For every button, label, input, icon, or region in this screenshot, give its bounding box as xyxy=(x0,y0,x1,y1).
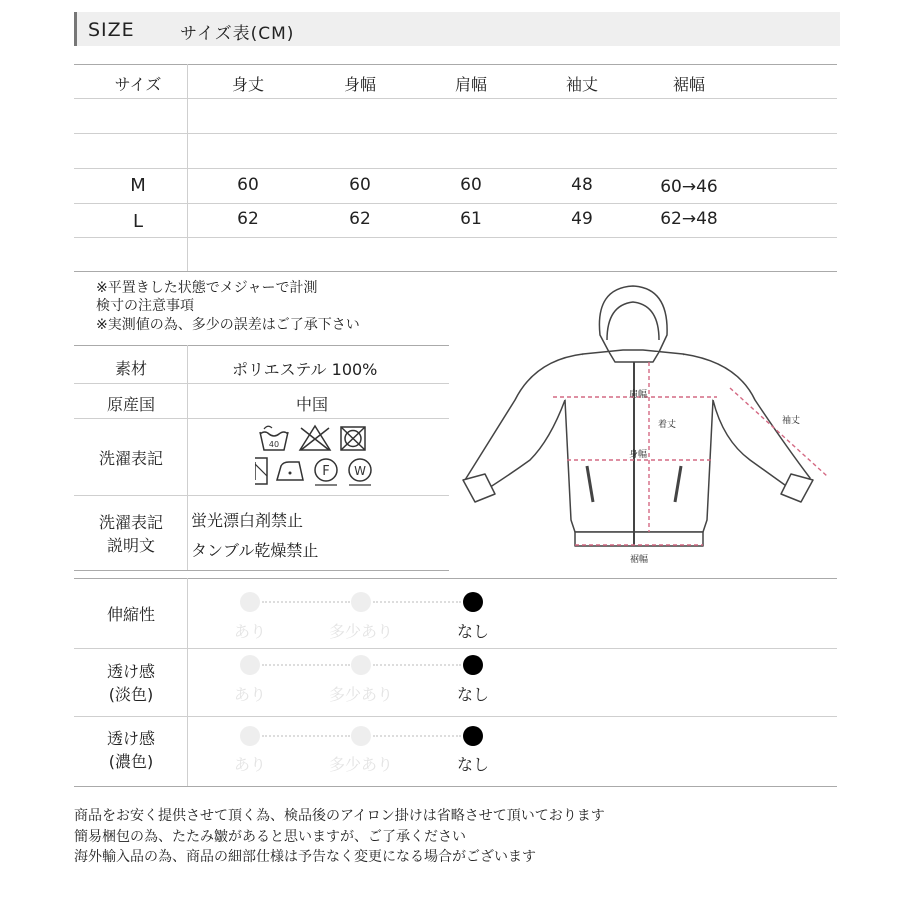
no-bleach-icon xyxy=(300,426,330,450)
table-line xyxy=(74,133,837,134)
svg-text:F: F xyxy=(322,464,330,479)
body-outline xyxy=(562,350,713,532)
scale-bottom-line xyxy=(74,786,837,787)
table-line xyxy=(74,203,837,204)
footer-note: 商品をお安く提供させて頂く為、検品後のアイロン掛けは省略させて頂いております xyxy=(74,808,605,824)
note-line: ※平置きした状態でメジャーで計測 xyxy=(96,280,318,296)
info-line xyxy=(74,418,449,419)
diagram-label-hem: 裾幅 xyxy=(629,555,649,565)
table-cell: 62 xyxy=(237,209,259,229)
stretch-label: 伸縮性 xyxy=(106,605,155,624)
iron-low-icon xyxy=(277,462,303,480)
scale-dot-selected xyxy=(463,592,483,612)
scale-dot xyxy=(240,655,260,675)
info-line xyxy=(74,383,449,384)
table-divider xyxy=(187,64,188,271)
scale-dot-selected xyxy=(463,726,483,746)
table-line xyxy=(74,237,837,238)
table-line xyxy=(74,168,837,169)
scale-dot xyxy=(240,726,260,746)
sheer-light-label: 透け感 xyxy=(106,662,155,681)
scale-option-selected: なし xyxy=(456,755,489,774)
sheer-light-sublabel: (淡色) xyxy=(108,685,154,704)
scale-dotline xyxy=(373,735,461,737)
col-header-width: 身幅 xyxy=(343,75,376,94)
row-label-l: L xyxy=(132,211,144,232)
wash-40-icon xyxy=(260,426,288,450)
care-desc-label: 説明文 xyxy=(106,536,155,555)
diagram-label-shoulder: 肩幅 xyxy=(628,390,648,400)
scale-option: 多少あり xyxy=(328,622,393,641)
care-desc: タンブル乾燥禁止 xyxy=(191,541,319,560)
col-header-hem: 裾幅 xyxy=(672,75,705,94)
no-tumble-dry-icon xyxy=(341,427,365,450)
table-bottom-line xyxy=(74,271,837,272)
sheer-dark-label: 透け感 xyxy=(106,729,155,748)
page-title: SIZE xyxy=(88,19,135,41)
table-cell: 60→46 xyxy=(660,177,718,197)
table-cell: 60 xyxy=(237,175,259,195)
scale-dotline xyxy=(373,601,461,603)
jacket-diagram xyxy=(455,280,835,570)
table-cell: 62 xyxy=(349,209,371,229)
scale-dotline xyxy=(262,664,350,666)
col-header-length: 身丈 xyxy=(231,75,264,94)
table-cell: 60 xyxy=(349,175,371,195)
material-label: 素材 xyxy=(114,359,147,378)
svg-text:W: W xyxy=(354,464,366,478)
scale-dot xyxy=(351,592,371,612)
table-top-line xyxy=(74,64,837,65)
scale-line xyxy=(74,716,837,717)
scale-dotline xyxy=(373,664,461,666)
wet-clean-w-icon xyxy=(349,459,371,485)
scale-dotline xyxy=(262,735,350,737)
scale-line xyxy=(74,648,837,649)
scale-option: あり xyxy=(233,755,266,774)
scale-option: あり xyxy=(233,685,266,704)
material-value: ポリエステル 100% xyxy=(232,360,378,379)
scale-divider xyxy=(187,578,188,786)
scale-dot xyxy=(240,592,260,612)
scale-option-selected: なし xyxy=(456,685,489,704)
diagram-label-sleeve: 袖丈 xyxy=(781,416,801,426)
scale-option-selected: なし xyxy=(456,622,489,641)
dry-clean-f-icon xyxy=(315,459,337,485)
page-subtitle: サイズ表(CM) xyxy=(180,24,295,44)
scale-option: あり xyxy=(233,622,266,641)
footer-note: 簡易梱包の為、たたみ皺があると思いますが、ご了承ください xyxy=(74,829,466,845)
info-line xyxy=(74,495,449,496)
info-divider xyxy=(187,345,188,570)
note-line: ※実測値の為、多少の誤差はご了承下さい xyxy=(96,317,360,333)
scale-dot-selected xyxy=(463,655,483,675)
col-header-sleeve: 袖丈 xyxy=(565,75,598,94)
info-line xyxy=(74,345,449,346)
table-cell: 48 xyxy=(571,175,593,195)
scale-top-line xyxy=(74,578,837,579)
origin-value: 中国 xyxy=(296,395,329,414)
col-header-shoulder: 肩幅 xyxy=(454,75,487,94)
col-header-size: サイズ xyxy=(114,75,162,94)
table-line xyxy=(74,98,837,99)
row-label-m: M xyxy=(130,175,146,196)
care-desc-label: 洗濯表記 xyxy=(98,513,163,532)
table-cell: 60 xyxy=(460,175,482,195)
info-line xyxy=(74,570,449,571)
line-dry-shade-icon xyxy=(255,458,267,484)
svg-text:40: 40 xyxy=(268,440,280,449)
table-cell: 62→48 xyxy=(660,209,718,229)
scale-dot xyxy=(351,726,371,746)
table-cell: 61 xyxy=(460,209,482,229)
care-icons xyxy=(255,420,385,490)
footer-note: 海外輸入品の為、商品の細部仕様は予告なく変更になる場合がございます xyxy=(74,849,536,865)
table-cell: 49 xyxy=(571,209,593,229)
scale-option: 多少あり xyxy=(328,755,393,774)
origin-label: 原産国 xyxy=(106,395,155,414)
scale-option: 多少あり xyxy=(328,685,393,704)
scale-dot xyxy=(351,655,371,675)
care-label: 洗濯表記 xyxy=(98,449,163,468)
note-line: 検寸の注意事項 xyxy=(96,298,194,314)
sheer-dark-sublabel: (濃色) xyxy=(108,752,154,771)
scale-dotline xyxy=(262,601,350,603)
diagram-label-width: 身幅 xyxy=(628,450,648,460)
care-desc: 蛍光漂白剤禁止 xyxy=(191,511,304,530)
diagram-label-length: 着丈 xyxy=(657,420,677,430)
